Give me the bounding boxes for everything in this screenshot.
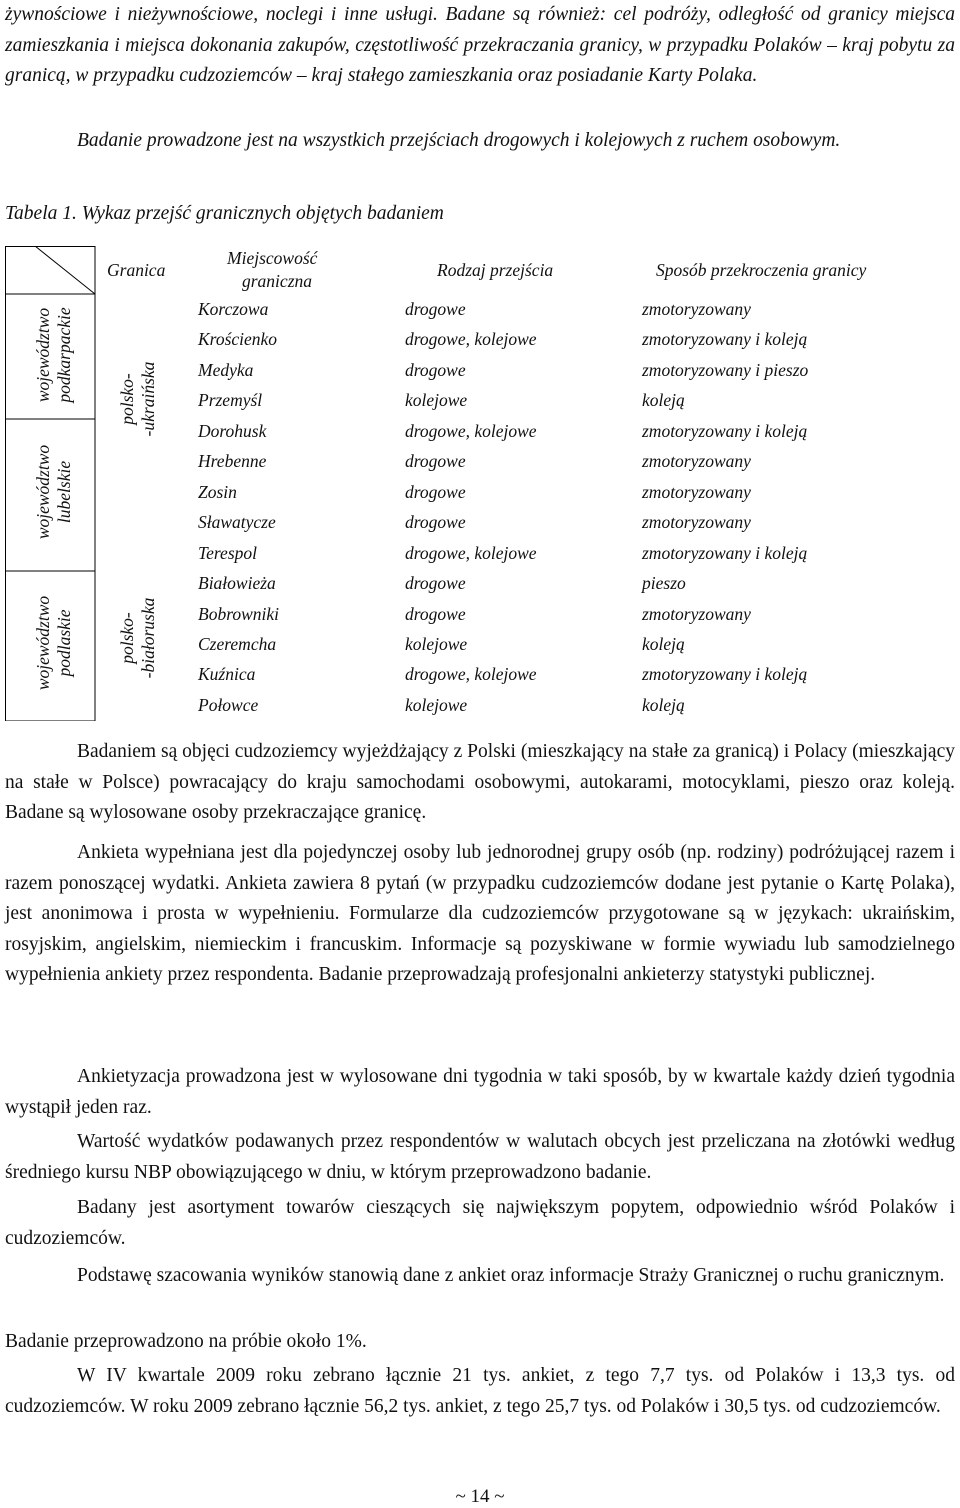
header-miejscowosc-line2: graniczna [242, 271, 312, 291]
cell-place: Terespol [198, 542, 257, 563]
cell-place: Bobrowniki [198, 603, 280, 624]
cell-place: Krościenko [198, 329, 278, 350]
cell-mode: zmotoryzowany [642, 451, 751, 472]
border-polsko-ukrainska [117, 299, 159, 499]
cell-place: Połowce [198, 694, 259, 715]
header-sposob: Sposób przekroczenia granicy [656, 260, 867, 280]
body-paragraph-7: Badanie przeprowadzono na próbie około 1%. [5, 1331, 367, 1352]
voivodeship-line2: lubelskie [54, 460, 74, 524]
voivodeship-lubelskie [33, 416, 75, 568]
cell-mode: zmotoryzowany i pieszo [642, 359, 809, 380]
cell-type: drogowe, kolejowe [405, 329, 537, 350]
header-granica: Granica [107, 260, 166, 280]
cell-mode: zmotoryzowany i koleją [642, 542, 808, 563]
cell-mode: zmotoryzowany i koleją [642, 664, 808, 685]
cell-place: Korczowa [198, 299, 269, 319]
cell-type: drogowe [405, 603, 466, 624]
cell-type: drogowe [405, 451, 466, 472]
cell-type: drogowe [405, 299, 466, 319]
voivodeship-line1: województwo [33, 307, 53, 403]
cell-place: Medyka [198, 359, 254, 380]
cell-place: Hrebenne [198, 451, 267, 472]
cell-mode: koleją [642, 390, 685, 411]
cell-type: drogowe [405, 512, 466, 533]
body-paragraph-4: Wartość wydatków podawanych przez respondentów w walutach obcych jest przeliczana na złotówki według średniego kursu NBP obowiązującego w dniu, w którym przeprowadzono badanie. [5, 1131, 955, 1183]
cell-type: kolejowe [405, 633, 468, 654]
border-line1: polsko- [117, 612, 137, 664]
cell-place: Kuźnica [198, 664, 256, 685]
body-paragraph-5: Badany jest asortyment towarów cieszących się największym popytem, odpowiednio wśród Polaków i cudzoziemców. [5, 1197, 955, 1249]
border-line2: -ukraińska [138, 361, 158, 437]
intro-paragraph-1: żywnościowe i nieżywnościowe, noclegi i inne usługi. Badane są również: cel podróży, odległość od granicy miejsca zamieszkania i miejsca dokonania zakupów, częstotliwość przekraczania granicy, w przypadku Polaków – kraj pobytu za granicą, w przypadku cudzoziemców – kraj stałego zamieszkania oraz posiadanie Karty Polaka. [5, 4, 955, 86]
cell-mode: zmotoryzowany i koleją [642, 420, 808, 441]
body-paragraph-2: Ankieta wypełniana jest dla pojedynczej osoby lub jednorodnej grupy osób (np. rodziny) podróżującej razem i razem ponoszącej wydatki. Ankieta zawiera 8 pytań (w przypadku cudzoziemców dodane jest pytanie o Kartę Polaka), jest anonimowa i prosta w wypełnieniu. Formularze dla cudzoziemców przygotowane są w językach: ukraińskim, rosyjskim, angielskim, niemieckim i francuskim. Informacje są pozyskiwane w formie wywiadu lub samodzielnego wypełnienia ankiety przez respondenta. Badanie przeprowadzają profesjonalni ankieterzy statystyki publicznej. [5, 842, 955, 985]
cell-mode: zmotoryzowany [642, 512, 751, 533]
border-crossings-table [5, 246, 955, 721]
cell-place: Białowieża [198, 573, 276, 594]
cell-type: drogowe, kolejowe [405, 420, 537, 441]
cell-mode: zmotoryzowany [642, 299, 751, 319]
body-paragraph-6: Podstawę szacowania wyników stanowią dane z ankiet oraz informacje Straży Granicznej o ruchu granicznym. [77, 1265, 945, 1286]
cell-place: Dorohusk [198, 420, 267, 441]
page-number: ~ 14 ~ [455, 1486, 505, 1507]
voivodeship-line2: podlaskie [54, 609, 74, 677]
voivodeship-podlaskie [33, 568, 75, 718]
cell-mode: koleją [642, 694, 685, 715]
cell-place: Sławatycze [198, 512, 276, 533]
voivodeship-line1: województwo [33, 595, 53, 691]
header-rodzaj: Rodzaj przejścia [437, 260, 554, 280]
cell-type: drogowe [405, 359, 466, 380]
table-caption: Tabela 1. Wykaz przejść granicznych objętych badaniem [5, 203, 444, 224]
cell-mode: pieszo [642, 573, 686, 594]
body-paragraph-8: W IV kwartale 2009 roku zebrano łącznie 21 tys. ankiet, z tego 7,7 tys. od Polaków i 13,3 tys. od cudzoziemców. W roku 2009 zebrano łącznie 56,2 tys. ankiet, z tego 25,7 tys. od Polaków i 30,5 tys. od cudzoziemców. [5, 1365, 955, 1417]
cell-type: drogowe, kolejowe [405, 664, 537, 685]
body-paragraph-3: Ankietyzacja prowadzona jest w wylosowane dni tygodnia w taki sposób, by w kwartale każdy dzień tygodnia wystąpił jeden raz. [5, 1066, 955, 1118]
border-polsko-bialoruska [117, 558, 159, 718]
cell-mode: zmotoryzowany [642, 603, 751, 624]
cell-place: Czeremcha [198, 633, 277, 654]
cell-mode: zmotoryzowany [642, 481, 751, 502]
cell-type: kolejowe [405, 390, 468, 411]
cell-place: Zosin [198, 481, 237, 502]
cell-place: Przemyśl [198, 390, 263, 411]
voivodeship-line1: województwo [33, 444, 53, 540]
cell-type: kolejowe [405, 694, 468, 715]
header-miejscowosc-line1: Miejscowość [227, 248, 318, 268]
border-line2: -białoruska [138, 597, 158, 679]
cell-mode: zmotoryzowany i koleją [642, 329, 808, 350]
border-line1: polsko- [117, 373, 137, 425]
voivodeship-line2: podkarpackie [54, 307, 74, 403]
intro-paragraph-2: Badanie prowadzone jest na wszystkich przejściach drogowych i kolejowych z ruchem osobowym. [77, 130, 841, 151]
cell-type: drogowe [405, 573, 466, 594]
cell-type: drogowe, kolejowe [405, 542, 537, 563]
cell-mode: koleją [642, 633, 685, 654]
cell-type: drogowe [405, 481, 466, 502]
voivodeship-podkarpackie [33, 294, 75, 416]
body-paragraph-1: Badaniem są objęci cudzoziemcy wyjeżdżający z Polski (mieszkający na stałe za granicą) i Polacy (mieszkający na stałe w Polsce) powracający do kraju samochodami osobowymi, autokarami, motocyklami, pieszo oraz koleją. Badane są wylosowane osoby przekraczające granicę. [5, 741, 955, 823]
